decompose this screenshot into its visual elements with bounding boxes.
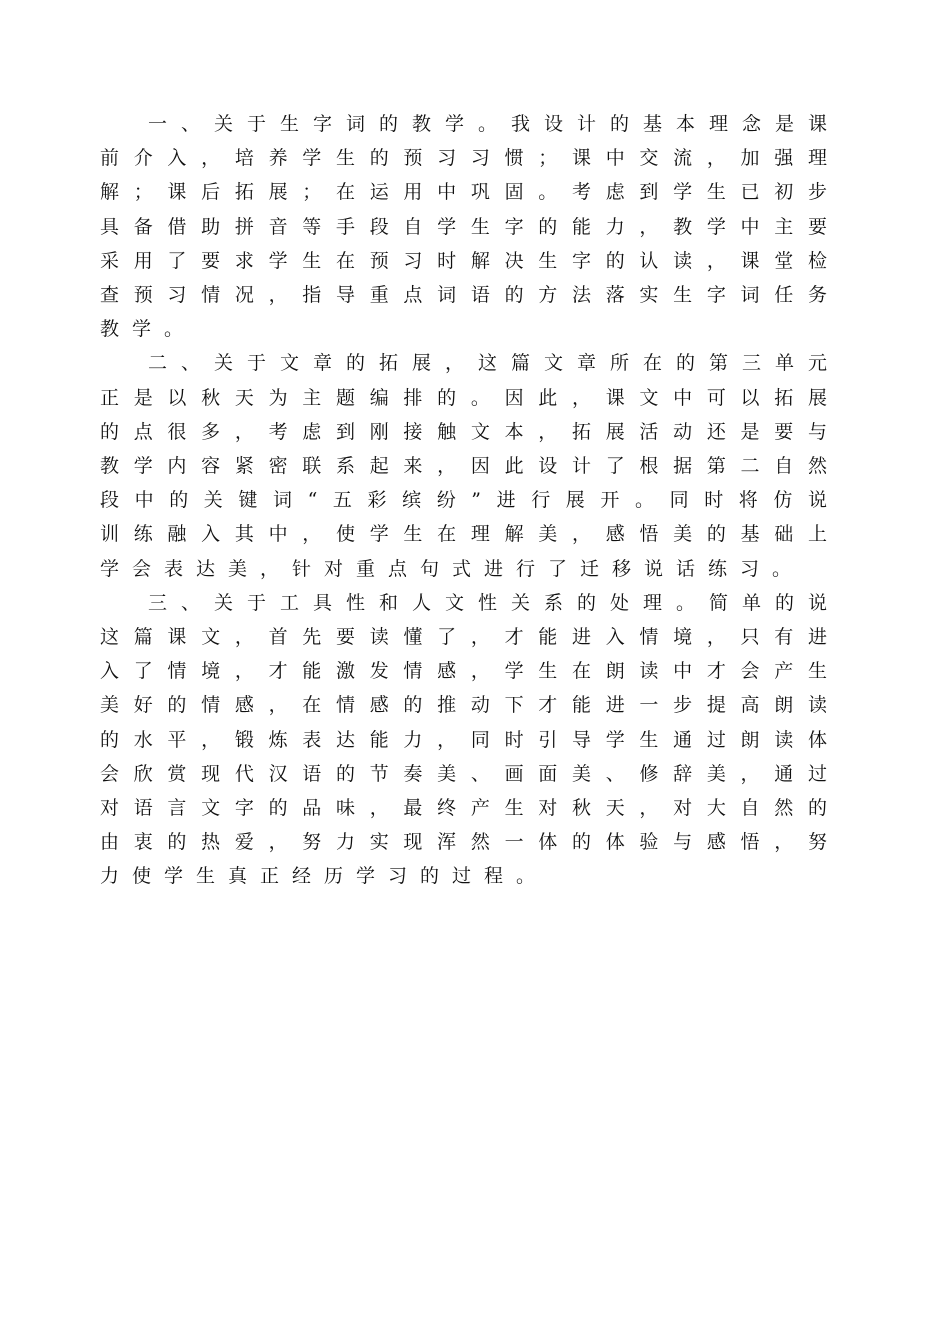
text-line: 一、关于生字词的教学。我设计的基本理念是课 bbox=[148, 113, 840, 135]
text-line: 入了情境，才能激发情感，学生在朗读中才会产生 bbox=[100, 660, 840, 683]
text-line: 具备借助拼音等手段自学生字的能力，教学中主要 bbox=[100, 215, 840, 238]
text-line: 对语言文字的品味，最终产生对秋天，对大自然的 bbox=[100, 797, 840, 820]
paragraph-2 bbox=[100, 346, 840, 585]
text-line: 查预习情况，指导重点词语的方法落实生字词任务 bbox=[100, 284, 840, 307]
text-line: 二、关于文章的拓展，这篇文章所在的第三单元 bbox=[148, 352, 840, 375]
text-line: 解；课后拓展；在运用中巩固。考虑到学生已初步 bbox=[100, 181, 840, 204]
text-line: 教学。 bbox=[100, 318, 197, 341]
text-line: 前介入，培养学生的预习习惯；课中交流，加强理 bbox=[100, 147, 840, 170]
text-line: 力使学生真正经历学习的过程。 bbox=[100, 865, 549, 888]
paragraph-3 bbox=[100, 586, 840, 894]
text-line: 学会表达美，针对重点句式进行了迁移说话练习。 bbox=[100, 557, 805, 580]
text-line: 会欣赏现代汉语的节奏美、画面美、修辞美，通过 bbox=[100, 762, 840, 785]
text-line: 的点很多，考虑到刚接触文本，拓展活动还是要与 bbox=[100, 420, 840, 443]
text-line: 段中的关键词“五彩缤纷”进行展开。同时将仿说 bbox=[100, 489, 840, 512]
text-line: 训练融入其中，使学生在理解美，感悟美的基础上 bbox=[100, 523, 840, 546]
text-line: 教学内容紧密联系起来，因此设计了根据第二自然 bbox=[100, 455, 840, 478]
text-line: 这篇课文，首先要读懂了，才能进入情境，只有进 bbox=[100, 626, 840, 649]
text-line: 由衷的热爱，努力实现浑然一体的体验与感悟，努 bbox=[100, 831, 840, 854]
text-line: 的水平，锻炼表达能力，同时引导学生通过朗读体 bbox=[100, 728, 840, 751]
paragraph-1 bbox=[100, 107, 840, 346]
text-line: 采用了要求学生在预习时解决生字的认读，课堂检 bbox=[100, 249, 840, 272]
document-body bbox=[100, 107, 840, 894]
text-line: 三、关于工具性和人文性关系的处理。简单的说 bbox=[148, 591, 840, 614]
text-line: 正是以秋天为主题编排的。因此，课文中可以拓展 bbox=[100, 386, 840, 409]
text-line: 美好的情感，在情感的推动下才能进一步提高朗读 bbox=[100, 694, 840, 717]
